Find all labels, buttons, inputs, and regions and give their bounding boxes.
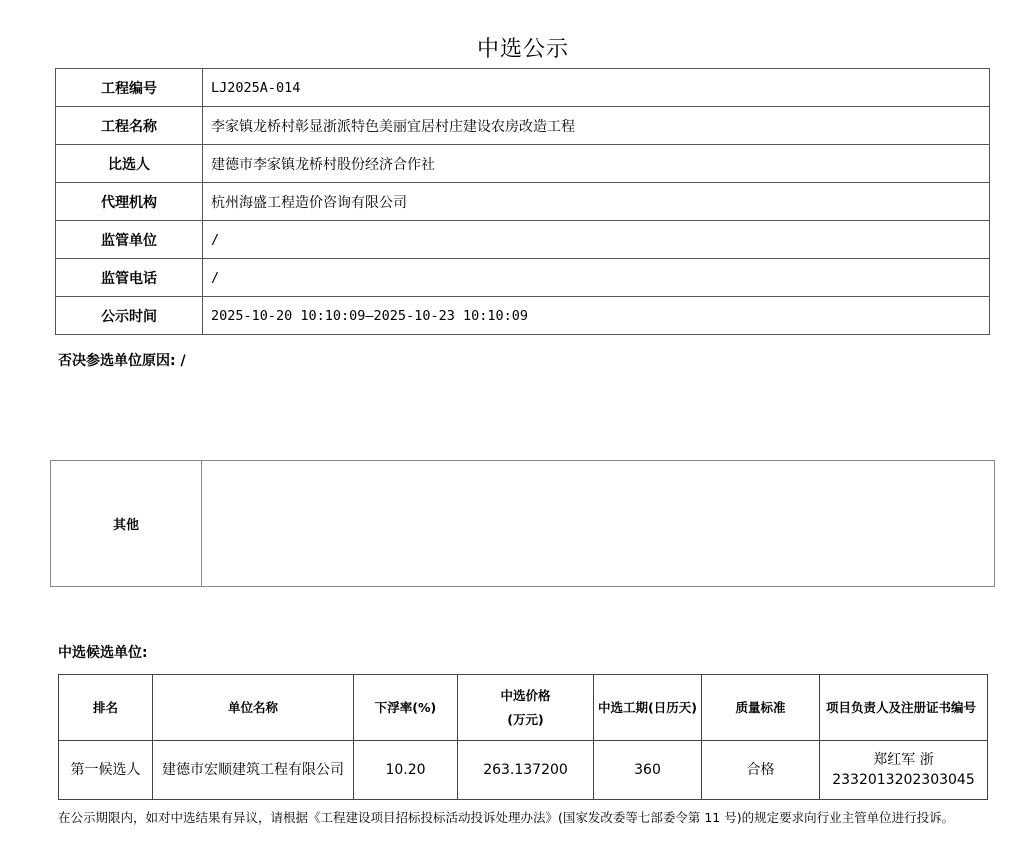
info-value: LJ2025A-014: [203, 69, 990, 107]
info-label: 监管电话: [56, 259, 203, 297]
info-row-publicity-period: [56, 297, 990, 335]
header-price-line2: (万元): [507, 711, 544, 727]
page-title: 中选公示: [476, 37, 569, 62]
info-row-project-name: [56, 107, 990, 145]
header-unit: 单位名称: [153, 675, 354, 741]
info-label: 比选人: [56, 145, 203, 183]
cell-period: 360: [594, 741, 702, 800]
project-info-table: [55, 68, 990, 335]
header-rate: 下浮率(%): [354, 675, 458, 741]
info-label: 监管单位: [56, 221, 203, 259]
candidates-header-row: [59, 675, 988, 741]
other-label: 其他: [51, 461, 202, 587]
info-value: 建德市李家镇龙桥村股份经济合作社: [203, 145, 990, 183]
info-value: 李家镇龙桥村彰显浙派特色美丽宜居村庄建设农房改造工程: [203, 107, 990, 145]
cell-manager: 郑红军 浙2332013202303045: [820, 741, 988, 800]
header-price: [458, 675, 594, 741]
header-manager: 项目负责人及注册证书编号: [820, 675, 988, 741]
info-row-selector: [56, 145, 990, 183]
complaint-note: 在公示期限内，如对中选结果有异议，请根据《工程建设项目招标投标活动投诉处理办法》(国家发改委等七部委令第 11 号)的规定要求向行业主管单位进行投诉。: [58, 810, 955, 825]
cell-price: 263.137200: [458, 741, 594, 800]
cell-unit: 建德市宏顺建筑工程有限公司: [153, 741, 354, 800]
reject-reason: 否决参选单位原因: /: [58, 353, 186, 369]
cell-rate: 10.20: [354, 741, 458, 800]
info-value: /: [203, 221, 990, 259]
info-label: 公示时间: [56, 297, 203, 335]
info-row-supervisor: [56, 221, 990, 259]
table-row: [59, 741, 988, 800]
cell-rank: 第一候选人: [59, 741, 153, 800]
info-value: 2025-10-20 10:10:09—2025-10-23 10:10:09: [203, 297, 990, 335]
other-table: [50, 460, 995, 587]
info-row-project-code: [56, 69, 990, 107]
info-label: 代理机构: [56, 183, 203, 221]
header-period: 中选工期(日历天): [594, 675, 702, 741]
info-label: 工程名称: [56, 107, 203, 145]
candidates-title: 中选候选单位:: [58, 645, 148, 661]
candidates-table: [58, 674, 988, 800]
header-rank: 排名: [59, 675, 153, 741]
header-quality: 质量标准: [702, 675, 820, 741]
other-content: [202, 461, 995, 587]
cell-quality: 合格: [702, 741, 820, 800]
info-row-supervisor-phone: [56, 259, 990, 297]
info-value: /: [203, 259, 990, 297]
info-value: 杭州海盛工程造价咨询有限公司: [203, 183, 990, 221]
info-label: 工程编号: [56, 69, 203, 107]
info-row-agency: [56, 183, 990, 221]
header-price-line1: 中选价格: [500, 687, 551, 703]
